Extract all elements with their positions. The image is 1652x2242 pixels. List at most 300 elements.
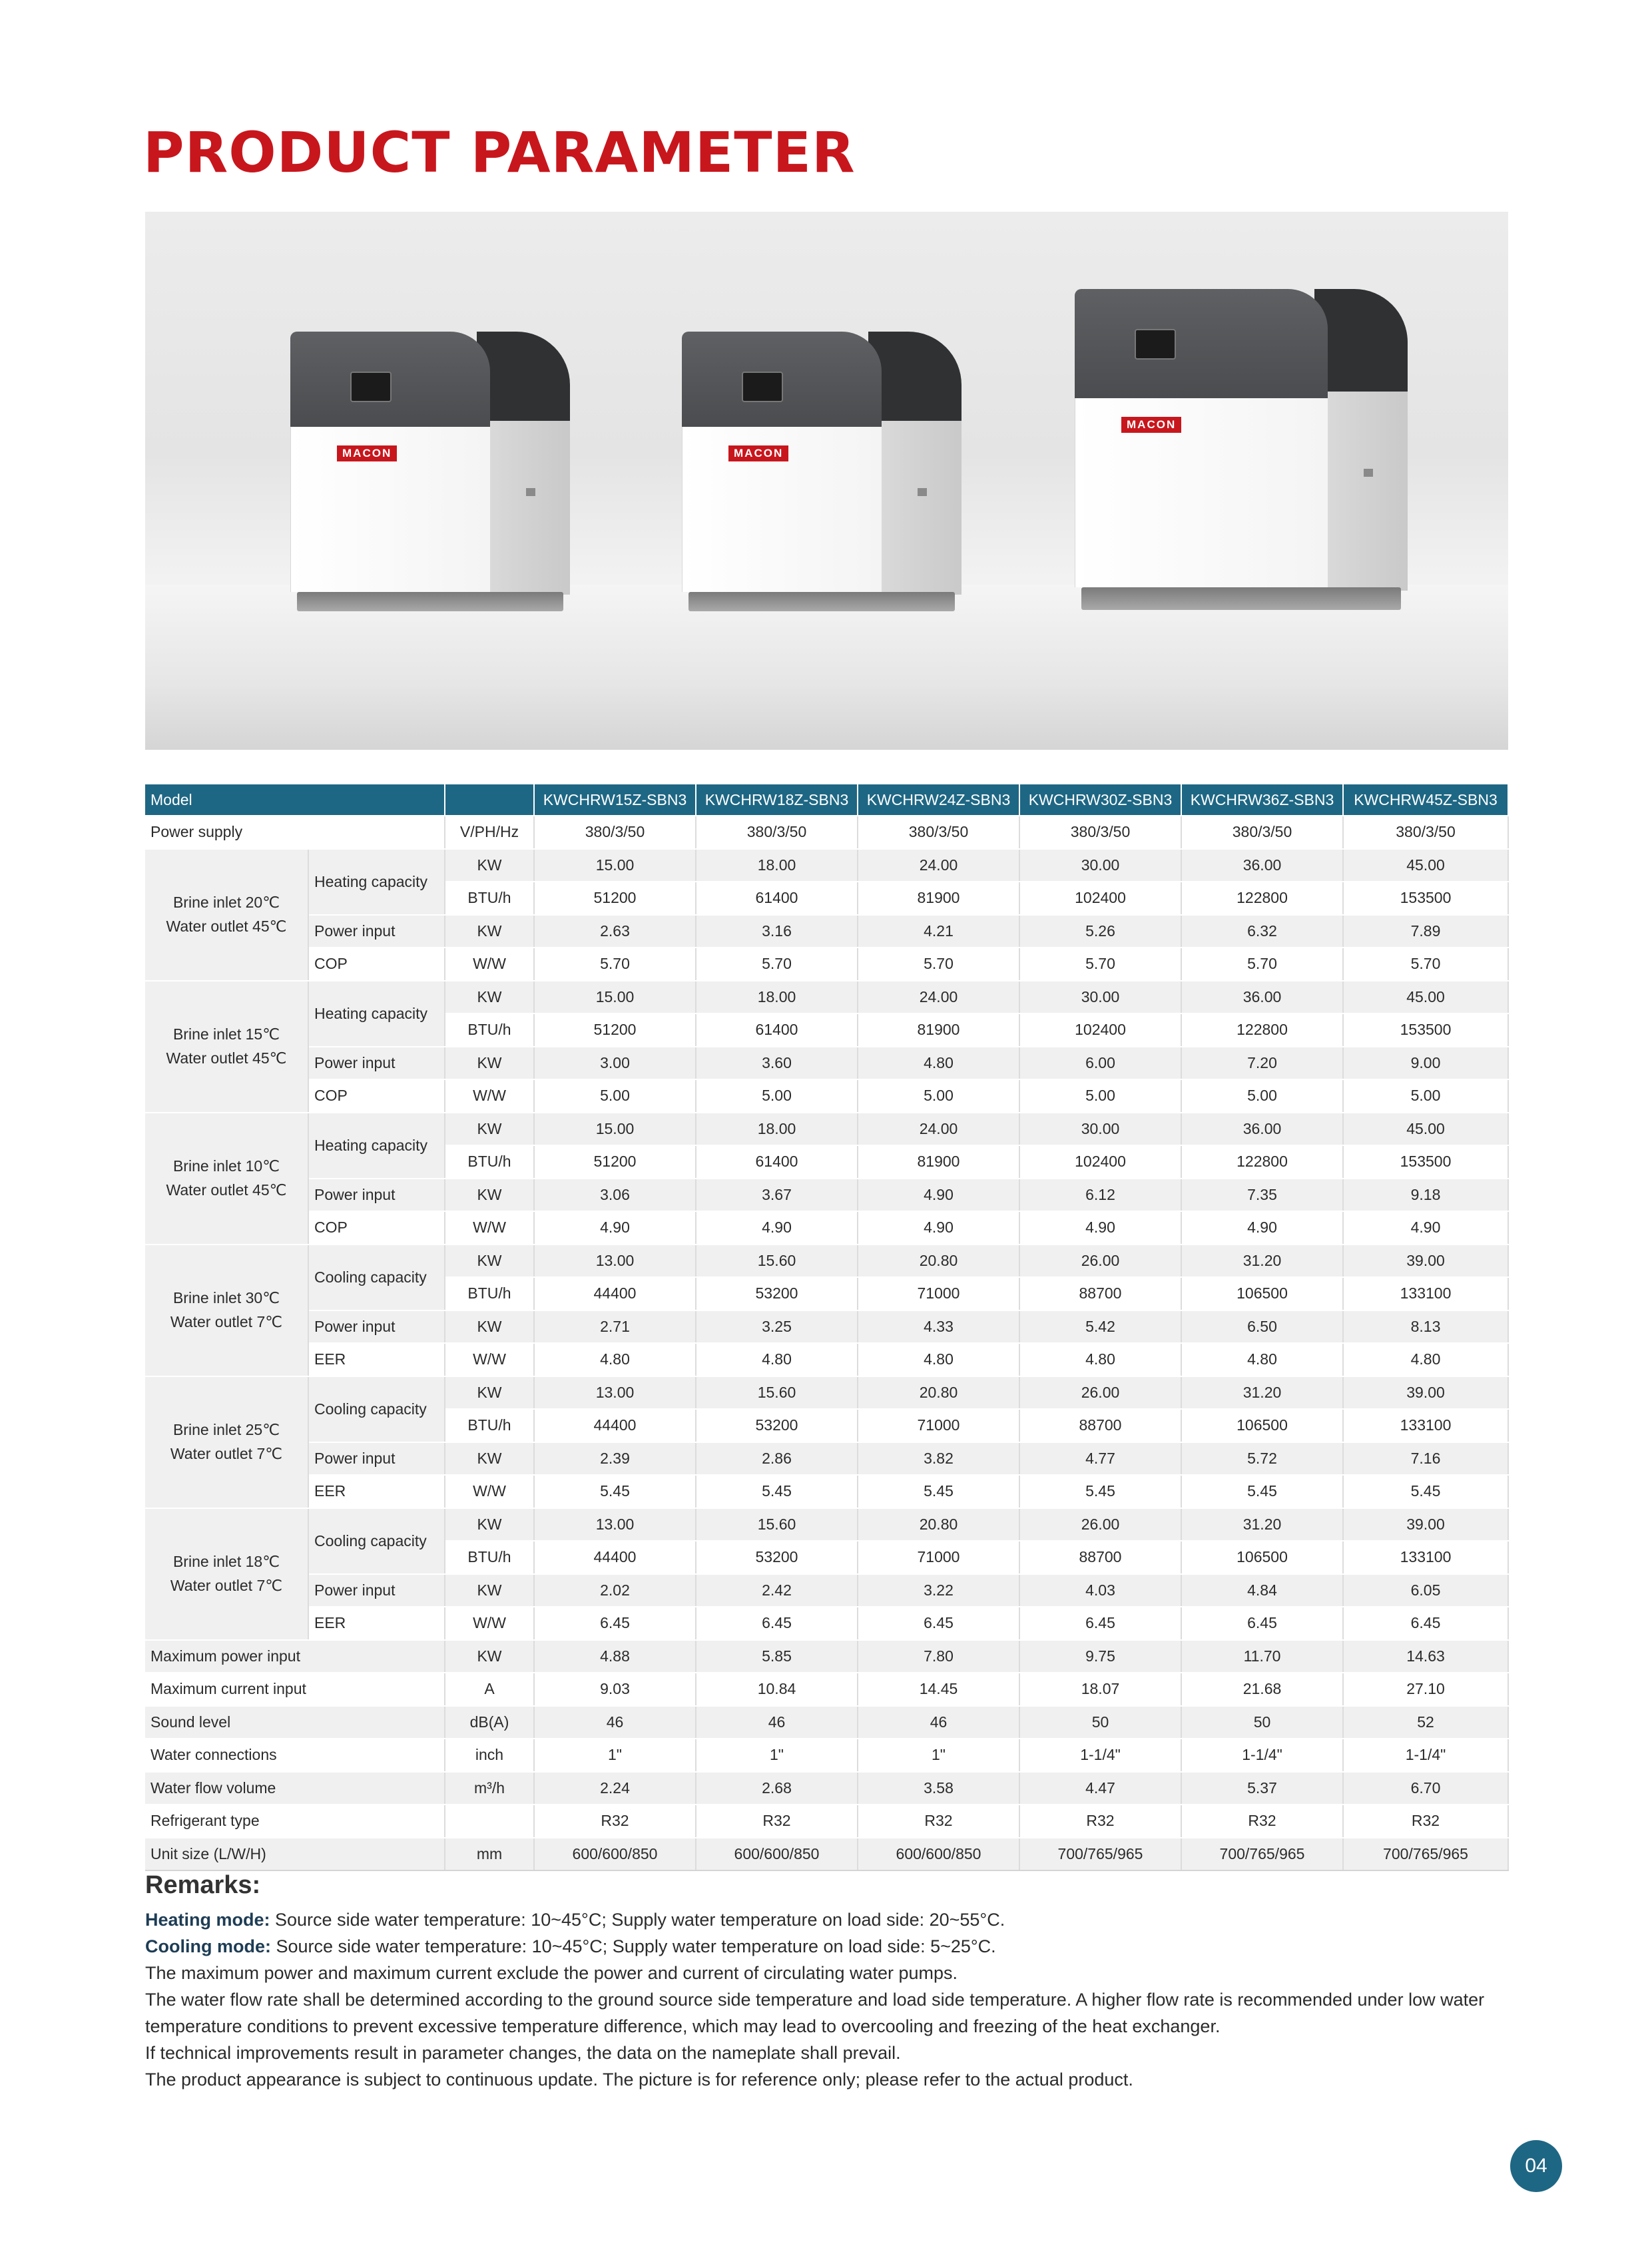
table-cell: 2.39: [534, 1442, 696, 1476]
parameter-table: [145, 784, 1509, 1871]
table-cell: 4.80: [858, 1343, 1019, 1376]
table-cell: 71000: [858, 1541, 1019, 1574]
row-unit: KW: [445, 915, 534, 948]
heating-mode-label: Heating mode:: [145, 1910, 270, 1930]
table-cell: 153500: [1343, 1145, 1508, 1179]
table-cell: 6.12: [1019, 1179, 1181, 1212]
table-cell: 5.70: [1019, 948, 1181, 981]
table-cell: 11.70: [1181, 1640, 1343, 1673]
table-cell: 7.35: [1181, 1179, 1343, 1212]
table-cell: R32: [696, 1805, 858, 1838]
product-photo: [145, 212, 1508, 750]
heat-pump-unit-large: [1075, 289, 1408, 610]
header-cell-model-name: KWCHRW15Z-SBN3: [534, 784, 696, 816]
table-cell: 4.90: [696, 1211, 858, 1245]
condition-group-label: [145, 981, 308, 1113]
table-cell: 15.60: [696, 1508, 858, 1541]
row-label: Water connections: [145, 1739, 445, 1772]
table-cell: 10.84: [696, 1673, 858, 1706]
heating-mode-text: Source side water temperature: 10~45°C; Supply water temperature on load side: 20~55°C.: [270, 1910, 1005, 1930]
table-cell: 4.90: [858, 1179, 1019, 1212]
row-unit: BTU/h: [445, 1145, 534, 1179]
table-cell: 81900: [858, 882, 1019, 915]
table-cell: 18.07: [1019, 1673, 1181, 1706]
condition-group-label: [145, 1376, 308, 1508]
efficiency-label: EER: [308, 1607, 445, 1640]
capacity-label: Heating capacity: [308, 849, 445, 915]
table-cell: 2.02: [534, 1574, 696, 1607]
table-cell: 81900: [858, 1013, 1019, 1047]
table-cell: 45.00: [1343, 1113, 1508, 1146]
control-panel-icon: [350, 372, 392, 402]
table-cell: 2.86: [696, 1442, 858, 1476]
remarks-heading: Remarks:: [145, 1871, 261, 1899]
table-cell: 24.00: [858, 849, 1019, 882]
remark-cooling: [145, 1933, 1517, 1960]
table-row: [145, 1805, 1508, 1838]
table-cell: 4.90: [534, 1211, 696, 1245]
table-row: [145, 1442, 1508, 1476]
table-cell: 4.47: [1019, 1772, 1181, 1805]
table-cell: 39.00: [1343, 1245, 1508, 1278]
table-cell: 30.00: [1019, 849, 1181, 882]
condition-water-outlet: Water outlet 7℃: [170, 1312, 283, 1330]
table-cell: R32: [1181, 1805, 1343, 1838]
table-cell: 5.00: [1343, 1079, 1508, 1113]
table-row: [145, 1079, 1508, 1113]
table-cell: 3.00: [534, 1047, 696, 1080]
table-cell: 61400: [696, 1013, 858, 1047]
table-cell: 3.67: [696, 1179, 858, 1212]
table-cell: 88700: [1019, 1409, 1181, 1442]
table-cell: 6.70: [1343, 1772, 1508, 1805]
row-unit: KW: [445, 1574, 534, 1607]
table-cell: 3.06: [534, 1179, 696, 1212]
table-cell: 102400: [1019, 882, 1181, 915]
condition-brine-inlet: Brine inlet 15℃: [172, 1025, 280, 1043]
row-unit: KW: [445, 1508, 534, 1541]
header-cell-model-name: KWCHRW36Z-SBN3: [1181, 784, 1343, 816]
table-cell: 1": [858, 1739, 1019, 1772]
table-cell: 46: [858, 1706, 1019, 1739]
table-row: [145, 1376, 1508, 1410]
header-cell-model: Model: [145, 784, 445, 816]
table-cell: 700/765/965: [1343, 1838, 1508, 1871]
condition-water-outlet: Water outlet 45℃: [166, 1181, 287, 1199]
table-cell: 6.45: [1019, 1607, 1181, 1640]
table-cell: 4.80: [696, 1343, 858, 1376]
table-cell: R32: [858, 1805, 1019, 1838]
table-cell: 5.26: [1019, 915, 1181, 948]
table-row: [145, 1574, 1508, 1607]
table-cell: 7.80: [858, 1640, 1019, 1673]
table-cell: 15.00: [534, 981, 696, 1014]
table-cell: 36.00: [1181, 981, 1343, 1014]
row-unit: A: [445, 1673, 534, 1706]
row-unit: V/PH/Hz: [445, 816, 534, 849]
table-cell: 30.00: [1019, 1113, 1181, 1146]
table-cell: R32: [534, 1805, 696, 1838]
table-cell: 4.21: [858, 915, 1019, 948]
table-row: [145, 1673, 1508, 1706]
table-row: [145, 1475, 1508, 1508]
parameter-table-container: [145, 784, 1508, 1871]
row-label: Maximum power input: [145, 1640, 445, 1673]
table-cell: 5.45: [1019, 1475, 1181, 1508]
table-cell: 1": [696, 1739, 858, 1772]
row-unit: KW: [445, 849, 534, 882]
table-row: [145, 1607, 1508, 1640]
table-cell: 15.60: [696, 1376, 858, 1410]
table-cell: 5.70: [1181, 948, 1343, 981]
table-cell: 13.00: [534, 1376, 696, 1410]
table-cell: 6.45: [696, 1607, 858, 1640]
table-cell: 81900: [858, 1145, 1019, 1179]
row-label: Water flow volume: [145, 1772, 445, 1805]
table-cell: 51200: [534, 1145, 696, 1179]
capacity-label: Heating capacity: [308, 1113, 445, 1179]
table-cell: 20.80: [858, 1376, 1019, 1410]
table-cell: 153500: [1343, 882, 1508, 915]
table-cell: 5.70: [858, 948, 1019, 981]
row-unit: KW: [445, 1376, 534, 1410]
table-cell: 5.00: [696, 1079, 858, 1113]
row-label: Unit size (L/W/H): [145, 1838, 445, 1871]
row-unit: m³/h: [445, 1772, 534, 1805]
table-cell: 2.71: [534, 1310, 696, 1344]
table-cell: 36.00: [1181, 1113, 1343, 1146]
row-unit: KW: [445, 1640, 534, 1673]
heat-pump-unit-small-2: [682, 332, 962, 611]
table-cell: 71000: [858, 1277, 1019, 1310]
table-cell: 6.32: [1181, 915, 1343, 948]
row-unit: W/W: [445, 1211, 534, 1245]
remark-line: The water flow rate shall be determined according to the ground source side temperature and load side temperature. A higher flow rate is recommended under low water temperature conditions to prevent excessive temperature difference, which may lead to overcooling and freezing of the heat exchanger.: [145, 1990, 1485, 2036]
table-cell: 3.60: [696, 1047, 858, 1080]
header-cell-unit: [445, 784, 534, 816]
brand-logo: MACON: [337, 445, 397, 461]
table-row: [145, 1245, 1508, 1278]
table-row: [145, 1508, 1508, 1541]
table-cell: 700/765/965: [1181, 1838, 1343, 1871]
table-cell: 15.00: [534, 849, 696, 882]
table-cell: 122800: [1181, 882, 1343, 915]
cooling-mode-label: Cooling mode:: [145, 1936, 271, 1956]
row-unit: dB(A): [445, 1706, 534, 1739]
table-cell: 31.20: [1181, 1245, 1343, 1278]
table-row: [145, 1838, 1508, 1871]
row-unit: W/W: [445, 1607, 534, 1640]
table-cell: 20.80: [858, 1245, 1019, 1278]
row-unit: W/W: [445, 948, 534, 981]
table-cell: 61400: [696, 882, 858, 915]
table-cell: 380/3/50: [1343, 816, 1508, 849]
row-label: Refrigerant type: [145, 1805, 445, 1838]
table-cell: 5.72: [1181, 1442, 1343, 1476]
table-cell: 106500: [1181, 1277, 1343, 1310]
table-cell: 4.90: [1343, 1211, 1508, 1245]
handle-icon: [1364, 469, 1373, 477]
table-cell: 26.00: [1019, 1508, 1181, 1541]
table-row: [145, 1179, 1508, 1212]
table-row: [145, 1640, 1508, 1673]
table-cell: 3.25: [696, 1310, 858, 1344]
table-cell: 88700: [1019, 1541, 1181, 1574]
table-cell: 9.18: [1343, 1179, 1508, 1212]
power-input-label: Power input: [308, 1179, 445, 1212]
table-cell: 5.70: [534, 948, 696, 981]
condition-brine-inlet: Brine inlet 10℃: [172, 1157, 280, 1175]
table-cell: 4.90: [858, 1211, 1019, 1245]
table-cell: R32: [1019, 1805, 1181, 1838]
table-cell: 133100: [1343, 1541, 1508, 1574]
efficiency-label: COP: [308, 1079, 445, 1113]
header-cell-model-name: KWCHRW45Z-SBN3: [1343, 784, 1508, 816]
condition-brine-inlet: Brine inlet 25℃: [172, 1420, 280, 1438]
condition-brine-inlet: Brine inlet 30℃: [172, 1288, 280, 1306]
table-cell: 46: [696, 1706, 858, 1739]
table-cell: 4.33: [858, 1310, 1019, 1344]
row-unit: KW: [445, 1442, 534, 1476]
table-cell: 6.45: [534, 1607, 696, 1640]
condition-brine-inlet: Brine inlet 20℃: [172, 893, 280, 911]
table-cell: 88700: [1019, 1277, 1181, 1310]
table-cell: 6.50: [1181, 1310, 1343, 1344]
row-unit: BTU/h: [445, 1541, 534, 1574]
table-cell: 14.45: [858, 1673, 1019, 1706]
table-cell: 3.16: [696, 915, 858, 948]
table-cell: 24.00: [858, 1113, 1019, 1146]
table-cell: 39.00: [1343, 1376, 1508, 1410]
table-row: [145, 1310, 1508, 1344]
page-title: PRODUCT PARAMETER: [143, 120, 856, 185]
table-cell: 2.24: [534, 1772, 696, 1805]
power-input-label: Power input: [308, 1047, 445, 1080]
table-row: [145, 1739, 1508, 1772]
table-cell: R32: [1343, 1805, 1508, 1838]
table-row: [145, 1047, 1508, 1080]
table-cell: 5.45: [534, 1475, 696, 1508]
brand-logo: MACON: [728, 445, 788, 461]
table-row: [145, 1772, 1508, 1805]
table-cell: 4.90: [1019, 1211, 1181, 1245]
table-row: [145, 1113, 1508, 1146]
row-label: Power supply: [145, 816, 445, 849]
condition-water-outlet: Water outlet 7℃: [170, 1444, 283, 1462]
table-cell: 45.00: [1343, 981, 1508, 1014]
table-cell: 15.00: [534, 1113, 696, 1146]
condition-group-label: [145, 1113, 308, 1245]
table-cell: 380/3/50: [858, 816, 1019, 849]
efficiency-label: COP: [308, 1211, 445, 1245]
table-cell: 600/600/850: [858, 1838, 1019, 1871]
row-unit: KW: [445, 981, 534, 1014]
row-unit: KW: [445, 1179, 534, 1212]
table-cell: 3.82: [858, 1442, 1019, 1476]
table-row: [145, 849, 1508, 882]
row-label: Sound level: [145, 1706, 445, 1739]
row-unit: KW: [445, 1245, 534, 1278]
condition-water-outlet: Water outlet 45℃: [166, 1049, 287, 1067]
table-row: [145, 1211, 1508, 1245]
remark-line: The product appearance is subject to continuous update. The picture is for reference only; please refer to the actual product.: [145, 2070, 1133, 2090]
cooling-mode-text: Source side water temperature: 10~45°C; Supply water temperature on load side: 5~25°C.: [270, 1936, 996, 1956]
table-cell: 1": [534, 1739, 696, 1772]
table-cell: 4.77: [1019, 1442, 1181, 1476]
table-cell: 53200: [696, 1409, 858, 1442]
table-cell: 600/600/850: [696, 1838, 858, 1871]
table-row: [145, 1706, 1508, 1739]
table-cell: 31.20: [1181, 1508, 1343, 1541]
table-cell: 6.05: [1343, 1574, 1508, 1607]
condition-brine-inlet: Brine inlet 18℃: [172, 1552, 280, 1570]
table-cell: 26.00: [1019, 1376, 1181, 1410]
unit-base: [688, 592, 955, 611]
table-cell: 6.00: [1019, 1047, 1181, 1080]
row-unit: KW: [445, 1047, 534, 1080]
table-cell: 1-1/4": [1343, 1739, 1508, 1772]
row-unit: KW: [445, 1310, 534, 1344]
row-unit: KW: [445, 1113, 534, 1146]
table-cell: 5.70: [1343, 948, 1508, 981]
row-unit: [445, 1805, 534, 1838]
table-cell: 106500: [1181, 1541, 1343, 1574]
table-cell: 133100: [1343, 1409, 1508, 1442]
header-cell-model-name: KWCHRW18Z-SBN3: [696, 784, 858, 816]
table-cell: 71000: [858, 1409, 1019, 1442]
table-cell: 2.68: [696, 1772, 858, 1805]
row-label: Maximum current input: [145, 1673, 445, 1706]
efficiency-label: EER: [308, 1475, 445, 1508]
table-cell: 27.10: [1343, 1673, 1508, 1706]
condition-water-outlet: Water outlet 7℃: [170, 1576, 283, 1594]
control-panel-icon: [1135, 329, 1176, 360]
table-cell: 5.45: [1181, 1475, 1343, 1508]
table-cell: 4.90: [1181, 1211, 1343, 1245]
table-cell: 5.00: [1019, 1079, 1181, 1113]
table-cell: 18.00: [696, 981, 858, 1014]
table-cell: 50: [1181, 1706, 1343, 1739]
table-cell: 700/765/965: [1019, 1838, 1181, 1871]
table-cell: 5.00: [534, 1079, 696, 1113]
table-cell: 53200: [696, 1541, 858, 1574]
unit-base: [1081, 587, 1401, 610]
row-unit: inch: [445, 1739, 534, 1772]
table-row: [145, 948, 1508, 981]
table-cell: 46: [534, 1706, 696, 1739]
table-cell: 44400: [534, 1277, 696, 1310]
table-cell: 4.80: [534, 1343, 696, 1376]
table-cell: 2.63: [534, 915, 696, 948]
header-cell-model-name: KWCHRW30Z-SBN3: [1019, 784, 1181, 816]
table-cell: 380/3/50: [696, 816, 858, 849]
table-cell: 8.13: [1343, 1310, 1508, 1344]
row-unit: W/W: [445, 1079, 534, 1113]
table-cell: 21.68: [1181, 1673, 1343, 1706]
table-cell: 153500: [1343, 1013, 1508, 1047]
table-cell: 14.63: [1343, 1640, 1508, 1673]
table-cell: 6.45: [858, 1607, 1019, 1640]
row-unit: W/W: [445, 1343, 534, 1376]
handle-icon: [526, 488, 535, 496]
table-cell: 45.00: [1343, 849, 1508, 882]
table-cell: 53200: [696, 1277, 858, 1310]
table-cell: 44400: [534, 1541, 696, 1574]
table-cell: 380/3/50: [1019, 816, 1181, 849]
table-cell: 4.80: [1181, 1343, 1343, 1376]
table-cell: 5.45: [1343, 1475, 1508, 1508]
table-cell: 13.00: [534, 1508, 696, 1541]
table-cell: 4.03: [1019, 1574, 1181, 1607]
table-row: [145, 816, 1508, 849]
heat-pump-unit-small-1: [290, 332, 570, 611]
table-cell: 5.00: [1181, 1079, 1343, 1113]
table-cell: 9.00: [1343, 1047, 1508, 1080]
table-cell: 6.45: [1343, 1607, 1508, 1640]
table-cell: 44400: [534, 1409, 696, 1442]
row-unit: BTU/h: [445, 882, 534, 915]
condition-water-outlet: Water outlet 45℃: [166, 917, 287, 935]
condition-group-label: [145, 1508, 308, 1640]
table-cell: 5.37: [1181, 1772, 1343, 1805]
table-cell: 51200: [534, 882, 696, 915]
power-input-label: Power input: [308, 1442, 445, 1476]
table-cell: 122800: [1181, 1145, 1343, 1179]
table-cell: 20.80: [858, 1508, 1019, 1541]
table-cell: 13.00: [534, 1245, 696, 1278]
table-cell: 6.45: [1181, 1607, 1343, 1640]
table-cell: 24.00: [858, 981, 1019, 1014]
table-cell: 3.58: [858, 1772, 1019, 1805]
handle-icon: [918, 488, 927, 496]
table-cell: 7.20: [1181, 1047, 1343, 1080]
table-cell: 102400: [1019, 1013, 1181, 1047]
table-cell: 122800: [1181, 1013, 1343, 1047]
table-cell: 5.45: [696, 1475, 858, 1508]
table-cell: 50: [1019, 1706, 1181, 1739]
header-cell-model-name: KWCHRW24Z-SBN3: [858, 784, 1019, 816]
table-cell: 4.84: [1181, 1574, 1343, 1607]
table-cell: 5.42: [1019, 1310, 1181, 1344]
power-input-label: Power input: [308, 915, 445, 948]
table-cell: 36.00: [1181, 849, 1343, 882]
table-cell: 380/3/50: [534, 816, 696, 849]
table-cell: 133100: [1343, 1277, 1508, 1310]
row-unit: mm: [445, 1838, 534, 1871]
unit-base: [297, 592, 563, 611]
table-cell: 18.00: [696, 849, 858, 882]
remarks-section: [145, 1871, 1517, 2093]
capacity-label: Cooling capacity: [308, 1376, 445, 1442]
table-cell: 1-1/4": [1019, 1739, 1181, 1772]
table-cell: 15.60: [696, 1245, 858, 1278]
row-unit: W/W: [445, 1475, 534, 1508]
table-cell: 26.00: [1019, 1245, 1181, 1278]
table-cell: 3.22: [858, 1574, 1019, 1607]
remark-line: If technical improvements result in parameter changes, the data on the nameplate shall prevail.: [145, 2043, 901, 2063]
table-cell: 5.45: [858, 1475, 1019, 1508]
table-cell: 2.42: [696, 1574, 858, 1607]
table-row: [145, 981, 1508, 1014]
table-cell: 9.75: [1019, 1640, 1181, 1673]
table-cell: 1-1/4": [1181, 1739, 1343, 1772]
efficiency-label: EER: [308, 1343, 445, 1376]
table-row: [145, 915, 1508, 948]
efficiency-label: COP: [308, 948, 445, 981]
condition-group-label: [145, 1245, 308, 1376]
capacity-label: Cooling capacity: [308, 1508, 445, 1574]
capacity-label: Heating capacity: [308, 981, 445, 1047]
